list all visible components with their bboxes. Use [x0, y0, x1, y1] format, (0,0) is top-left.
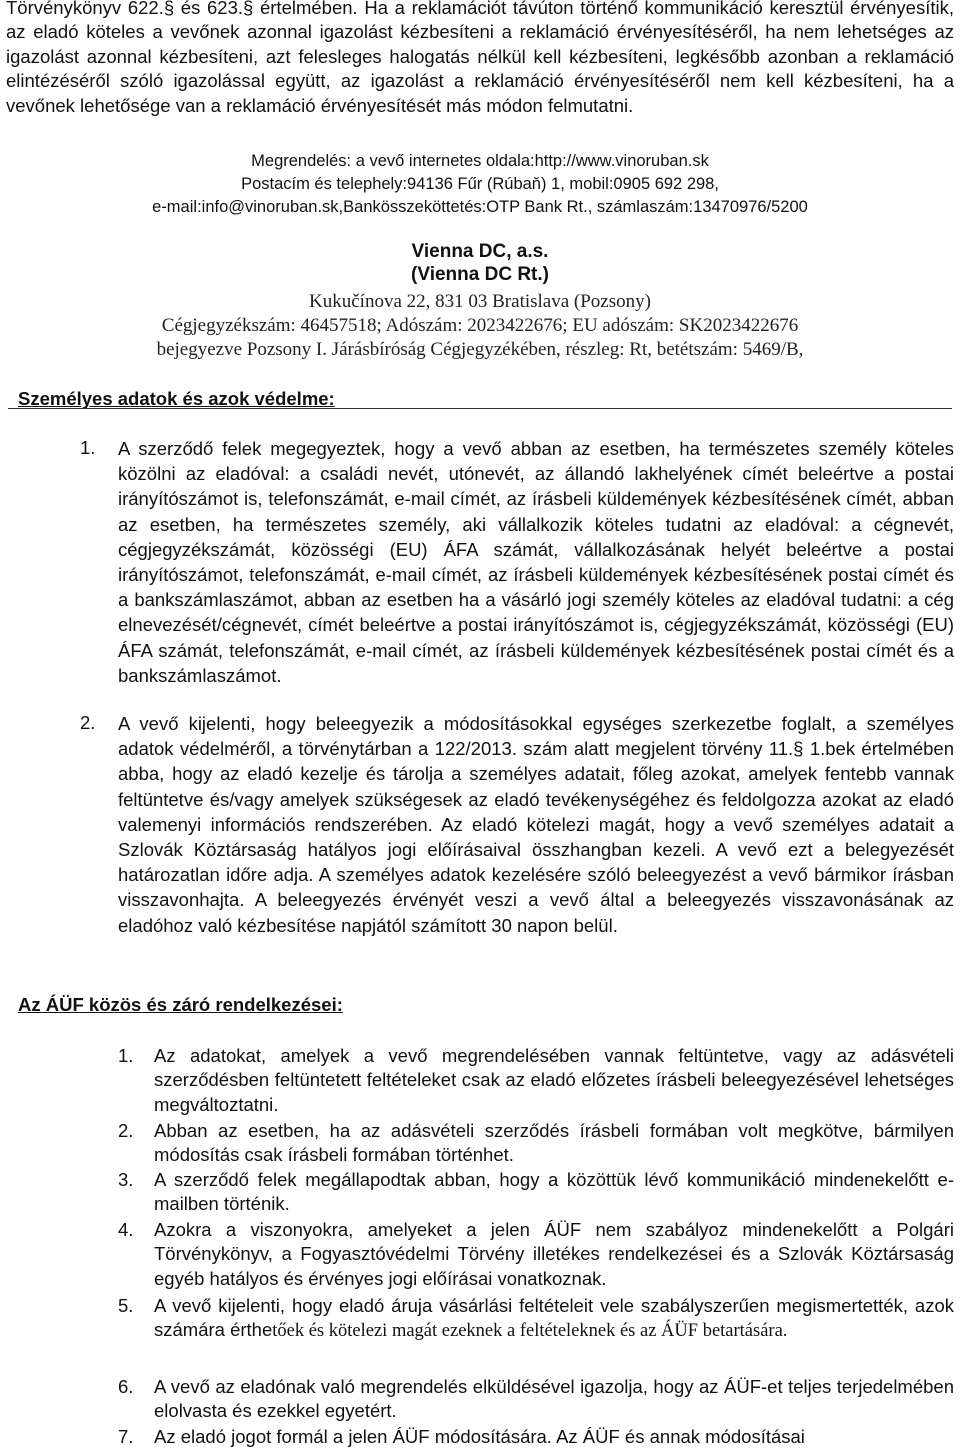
item-number: 5. [118, 1295, 134, 1316]
item-number: 6. [118, 1376, 134, 1397]
intro-paragraph: Törvénykönyv 622.§ és 623.§ értelmében. Ha a reklamációt távúton történő kommunikáció keresztül érvényesítik, az eladó köteles a vevőnek azonnal igazolást kézbesíteni a reklamáció érvényesítéséről, ha nem lehetséges az igazolást azonnal kézbesíteni, azt felesleges halogatás nélkül kell kézbesíteni, legkésőbb azonban a reklamáció elintézéséről szóló igazolással együtt, az igazolást a reklamáció érvényesítéséről nem kell kézbesíteni, ha a vevőnek lehetősége van a reklamáció érvényesítését más módon felmutatni. [6, 0, 954, 116]
item-text: Azokra a viszonyokra, amelyeket a jelen ÁÜF nem szabályoz mindenekelőtt a Polgári Törvénykönyv, a Fogyasztóvédelmi Törvény illetékes rendelkezései és a Szlovák Köztársaság egyéb hatályos és érvényes jogi előírásai vonatkoznak. [154, 1219, 954, 1289]
item-text: Az adatokat, amelyek a vevő megrendelésében vannak feltüntetve, vagy az adásvételi szerződésben feltüntetett feltételeket csak az eladó előzetes írásbeli beleegyezésével lehetséges megváltoztatni. [154, 1045, 954, 1115]
company-name: Vienna DC, a.s. [411, 241, 549, 262]
item-text: A vevő kijelenti, hogy beleegyezik a módosításokkal egységes szerkezetbe foglalt, a személyes adatok védelméről, a törvénytárban a 122/2013. szám alatt megjelent törvény 11.§ 1.bek értelmében abba, hogy az eladó kezelje és tárolja a személyes adatait, főleg azokat, amelyek fentebb vannak feltüntetve és/vagy amelyek szükségesek az eladó tevékenységéhez és feldolgozza azokat az eladó valemenyi információs rendszerében. Az eladó kötelezi magát, hogy a vevő személyes adatait a Szlovák Köztársaság hatályos jogi előírásaival összhangban kezeli. A vevő ezt a belegyezését határozatlan időre adja. A személyes adatok kezelésére szóló beleegyezést a vevő bármikor írásban visszavonhajta. A beleegyezés érvényét veszi a vevő által a beleegyezés visszavonásának az eladóhoz való kézbesítése napjától számított 30 napon belül. [118, 713, 954, 936]
item-number: 2. [80, 712, 96, 733]
company-address: Kukučínova 22, 831 03 Bratislava (Pozsony) [309, 291, 651, 312]
item-text-sans: A vevő kijelenti, hogy eladó áruja vásárlási feltételeit vele szabályszerűen megismertették, azok számára érthe [154, 1295, 954, 1341]
heading-divider [8, 408, 952, 409]
item-text [154, 1294, 954, 1344]
item-number: 3. [118, 1169, 134, 1190]
item-number: 1. [118, 1045, 134, 1066]
item-text: A vevő az eladónak való megrendelés elküldésével igazolja, hogy az ÁÜF-et teljes terjedelmében elolvasta és ezekkel egyetért. [154, 1376, 954, 1422]
item-number: 1. [80, 437, 96, 458]
item-text: Abban az esetben, ha az adásvételi szerződés írásbeli formában volt megkötve, bármilyen módosítás csak írásbeli formában történhet. [154, 1120, 954, 1166]
final-provisions-heading: Az ÁÜF közös és záró rendelkezései: [18, 994, 343, 1015]
personal-data-heading: Személyes adatok és azok védelme: [18, 388, 335, 409]
company-name-hungarian: (Vienna DC Rt.) [411, 264, 549, 285]
item-text: A szerződő felek megegyeztek, hogy a vevő abban az esetben, ha természetes személy köteles közölni az eladóval: a családi nevét, utónevét, az állandó lakhelyének címét beleértve a postai irányítószámot is, telefonszámát, e-mail címét, az írásbeli küldemények kézbesítésének címét, abban az esetben, ha természetes személy, aki vállalkozik köteles tudatni az eladóval: a cégnevét, cégjegyzékszámát, közösségi (EU) ÁFA számát, vállalkozásának helyét beleértve a postai irányítószámot, telefonszámát, e-mail címét, az írásbeli küldemények kézbesítésének postai címét és a bankszámlaszámot, abban az esetben ha a vásárló jogi személy köteles az eladóval tudatni: a cég elnevezését/cégnevét, címét beleértve a postai irányítószámot is, cégjegyzékszámát, közösségi (EU) ÁFA számát, telefonszámát, e-mail címét, az írásbeli küldemények kézbesítésének postai címét és a bankszámlaszámot. [118, 438, 954, 686]
order-line: Megrendelés: a vevő internetes oldala:http://www.vinoruban.sk [251, 152, 709, 170]
item-number: 4. [118, 1219, 134, 1240]
item-text: A szerződő felek megállapodtak abban, hogy a közöttük lévő kommunikáció mindenekelőtt e-mailben történik. [154, 1169, 954, 1215]
item-number: 2. [118, 1120, 134, 1141]
email-bank-line: e-mail:info@vinoruban.sk,Bankösszeköttetés:OTP Bank Rt., számlaszám:13470976/5200 [152, 198, 808, 216]
item-text-serif: tőek és kötelezi magát ezeknek a feltételeknek és az ÁÜF betartására. [272, 1321, 788, 1342]
postal-address-line: Postacím és telephely:94136 Fűr (Rúbaň) 1, mobil:0905 692 298, [241, 175, 719, 193]
company-court-registration: bejegyezve Pozsony I. Járásbíróság Cégjegyzékében, részleg: Rt, betétszám: 5469/B, [156, 339, 804, 360]
item-text: Az eladó jogot formál a jelen ÁÜF módosítására. Az ÁÜF és annak módosításai [154, 1426, 805, 1447]
item-number: 7. [118, 1426, 134, 1447]
company-registration: Cégjegyzékszám: 46457518; Adószám: 2023422676; EU adószám: SK2023422676 [161, 315, 799, 336]
